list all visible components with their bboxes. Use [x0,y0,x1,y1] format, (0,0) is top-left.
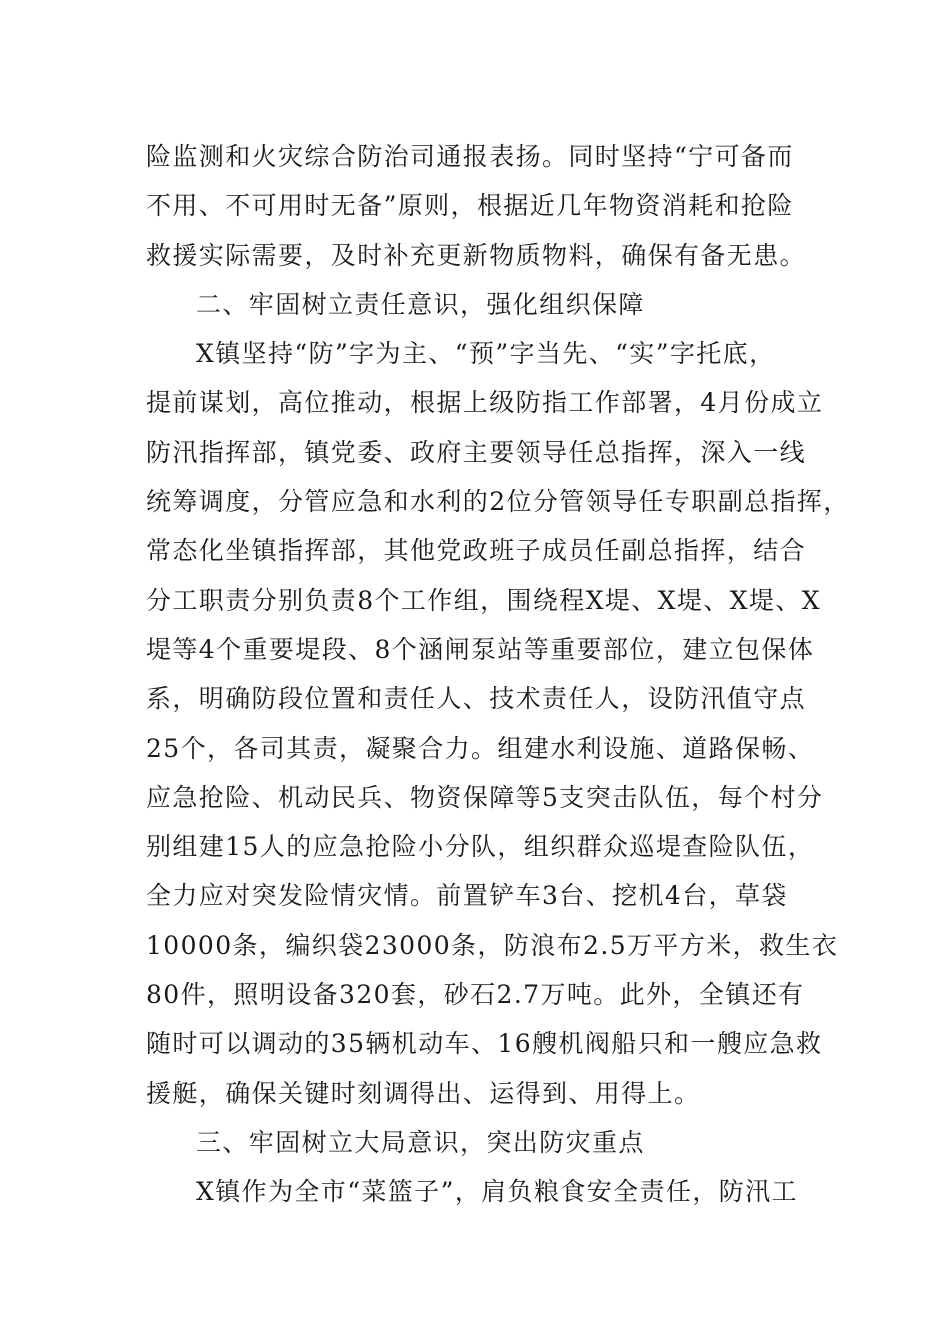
text-line: 应急抢险、机动民兵、物资保障等5支突击队伍，每个村分 [146,782,824,812]
text-line: 常态化坐镇指挥部，其他党政班子成员任副总指挥，结合 [146,536,807,566]
section-heading-2: 二、牢固树立责任意识，强化组织保障 [196,289,645,319]
text-line: 系，明确防段位置和责任人、技术责任人，设防汛值守点 [146,684,807,714]
text-line: 堤等4个重要堤段、8个涵闸泵站等重要部位，建立包保体 [146,634,815,664]
text-line: 救援实际需要，及时补充更新物质物料，确保有备无患。 [146,240,807,270]
text-line: 随时可以调动的35辆机动车、16艘机阀船只和一艘应急救 [146,1029,823,1059]
paragraph-start: X镇作为全市“菜篮子”，肩负粮食安全责任，防汛工 [196,1177,798,1207]
text-line: 提前谋划，高位推动，根据上级防指工作部署，4月份成立 [146,388,824,418]
text-line: 险监测和火灾综合防治司通报表扬。同时坚持“宁可备而 [146,142,794,171]
text-line: 25个，各司其责，凝聚合力。组建水利设施、道路保畅、 [146,733,815,763]
body-text [146,132,850,1217]
paragraph-start: X镇坚持“防”字为主、“预”字当先、“实”字托底， [196,339,776,369]
text-line: 不用、不可用时无备”原则，根据近几年物资消耗和抢险 [146,191,794,221]
text-line: 统筹调度，分管应急和水利的2位分管领导任专职副总指挥， [146,487,850,517]
section-heading-3: 三、牢固树立大局意识，突出防灾重点 [196,1127,645,1157]
text-line: 全力应对突发险情灾情。前置铲车3台、挖机4台，草袋 [146,881,788,911]
text-line: 防汛指挥部，镇党委、政府主要领导任总指挥，深入一线 [146,437,807,467]
text-line: 10000条，编织袋23000条，防浪布2.5万平方米，救生衣 [146,930,839,960]
text-line: 80件，照明设备320套，砂石2.7万吨。此外，全镇还有 [146,980,805,1010]
text-line: 援艇，确保关键时刻调得出、运得到、用得上。 [146,1078,701,1108]
text-line: 分工职责分别负责8个工作组，围绕程X堤、X堤、X堤、X [146,585,821,615]
text-line: 别组建15人的应急抢险小分队，组织群众巡堤查险队伍， [146,832,815,862]
